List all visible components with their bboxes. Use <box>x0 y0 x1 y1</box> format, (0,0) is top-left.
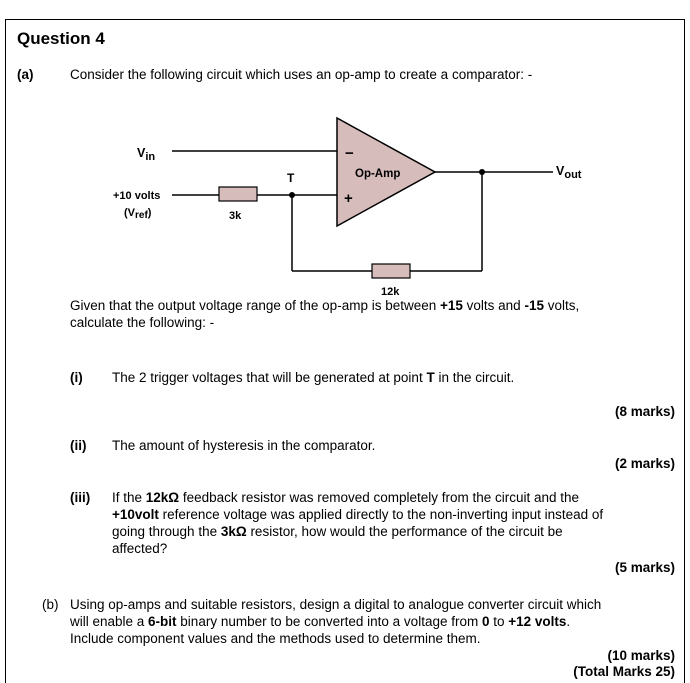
resistor-12k-label: 12k <box>381 286 400 298</box>
junction-out <box>479 169 485 175</box>
sub-i-label: (i) <box>70 370 83 385</box>
total-marks: (Total Marks 25) <box>573 664 675 679</box>
vout-label: Vout <box>556 164 582 181</box>
junction-t <box>289 192 295 198</box>
question-title: Question 4 <box>17 29 105 48</box>
sub-iii-line-2: +10volt reference voltage was applied directly to the non-inverting input instead of <box>112 507 604 522</box>
part-a-intro: Consider the following circuit which uses an op-amp to create a comparator: - <box>70 67 533 82</box>
sub-iii-line-1: If the 12kΩ feedback resistor was removed completely from the circuit and the <box>112 490 580 505</box>
sub-iii-marks: (5 marks) <box>614 560 675 575</box>
part-b-line-2: will enable a 6-bit binary number to be converted into a voltage from 0 to +12 volts. <box>70 614 571 629</box>
sub-i-text: The 2 trigger voltages that will be generated at point T in the circuit. <box>112 370 515 385</box>
resistor-3k <box>219 187 257 201</box>
opamp-label: Op-Amp <box>355 168 401 180</box>
given-line-2: calculate the following: - <box>70 315 215 330</box>
noninverting-sign: + <box>344 190 353 207</box>
sub-ii-text: The amount of hysteresis in the comparator. <box>112 438 376 453</box>
vin-label: Vin <box>137 146 156 163</box>
sub-iii-line-3: going through the 3kΩ resistor, how would the performance of the circuit be <box>112 524 563 539</box>
part-a-label: (a) <box>17 67 34 82</box>
part-b-line-1: Using op-amps and suitable resistors, design a digital to analogue converter circuit which <box>70 597 602 612</box>
part-b-line-3: Include component values and the methods used to determine them. <box>70 631 481 646</box>
sub-iii-label: (iii) <box>70 490 91 505</box>
resistor-3k-label: 3k <box>229 210 242 222</box>
sub-i-marks: (8 marks) <box>614 404 675 419</box>
part-b-label: (b) <box>42 597 59 612</box>
sub-ii-label: (ii) <box>70 438 87 453</box>
sub-ii-marks: (2 marks) <box>614 456 675 471</box>
vref-value-label: +10 volts <box>113 190 161 202</box>
inverting-sign: − <box>345 145 354 162</box>
resistor-12k <box>372 264 410 278</box>
node-t-label: T <box>287 171 295 185</box>
part-b-marks: (10 marks) <box>607 648 675 663</box>
sub-iii-line-4: affected? <box>112 541 168 556</box>
vref-name-label: (Vref) <box>124 207 152 221</box>
given-line-1: Given that the output voltage range of the op-amp is between +15 volts and -15 volts, <box>70 298 580 313</box>
